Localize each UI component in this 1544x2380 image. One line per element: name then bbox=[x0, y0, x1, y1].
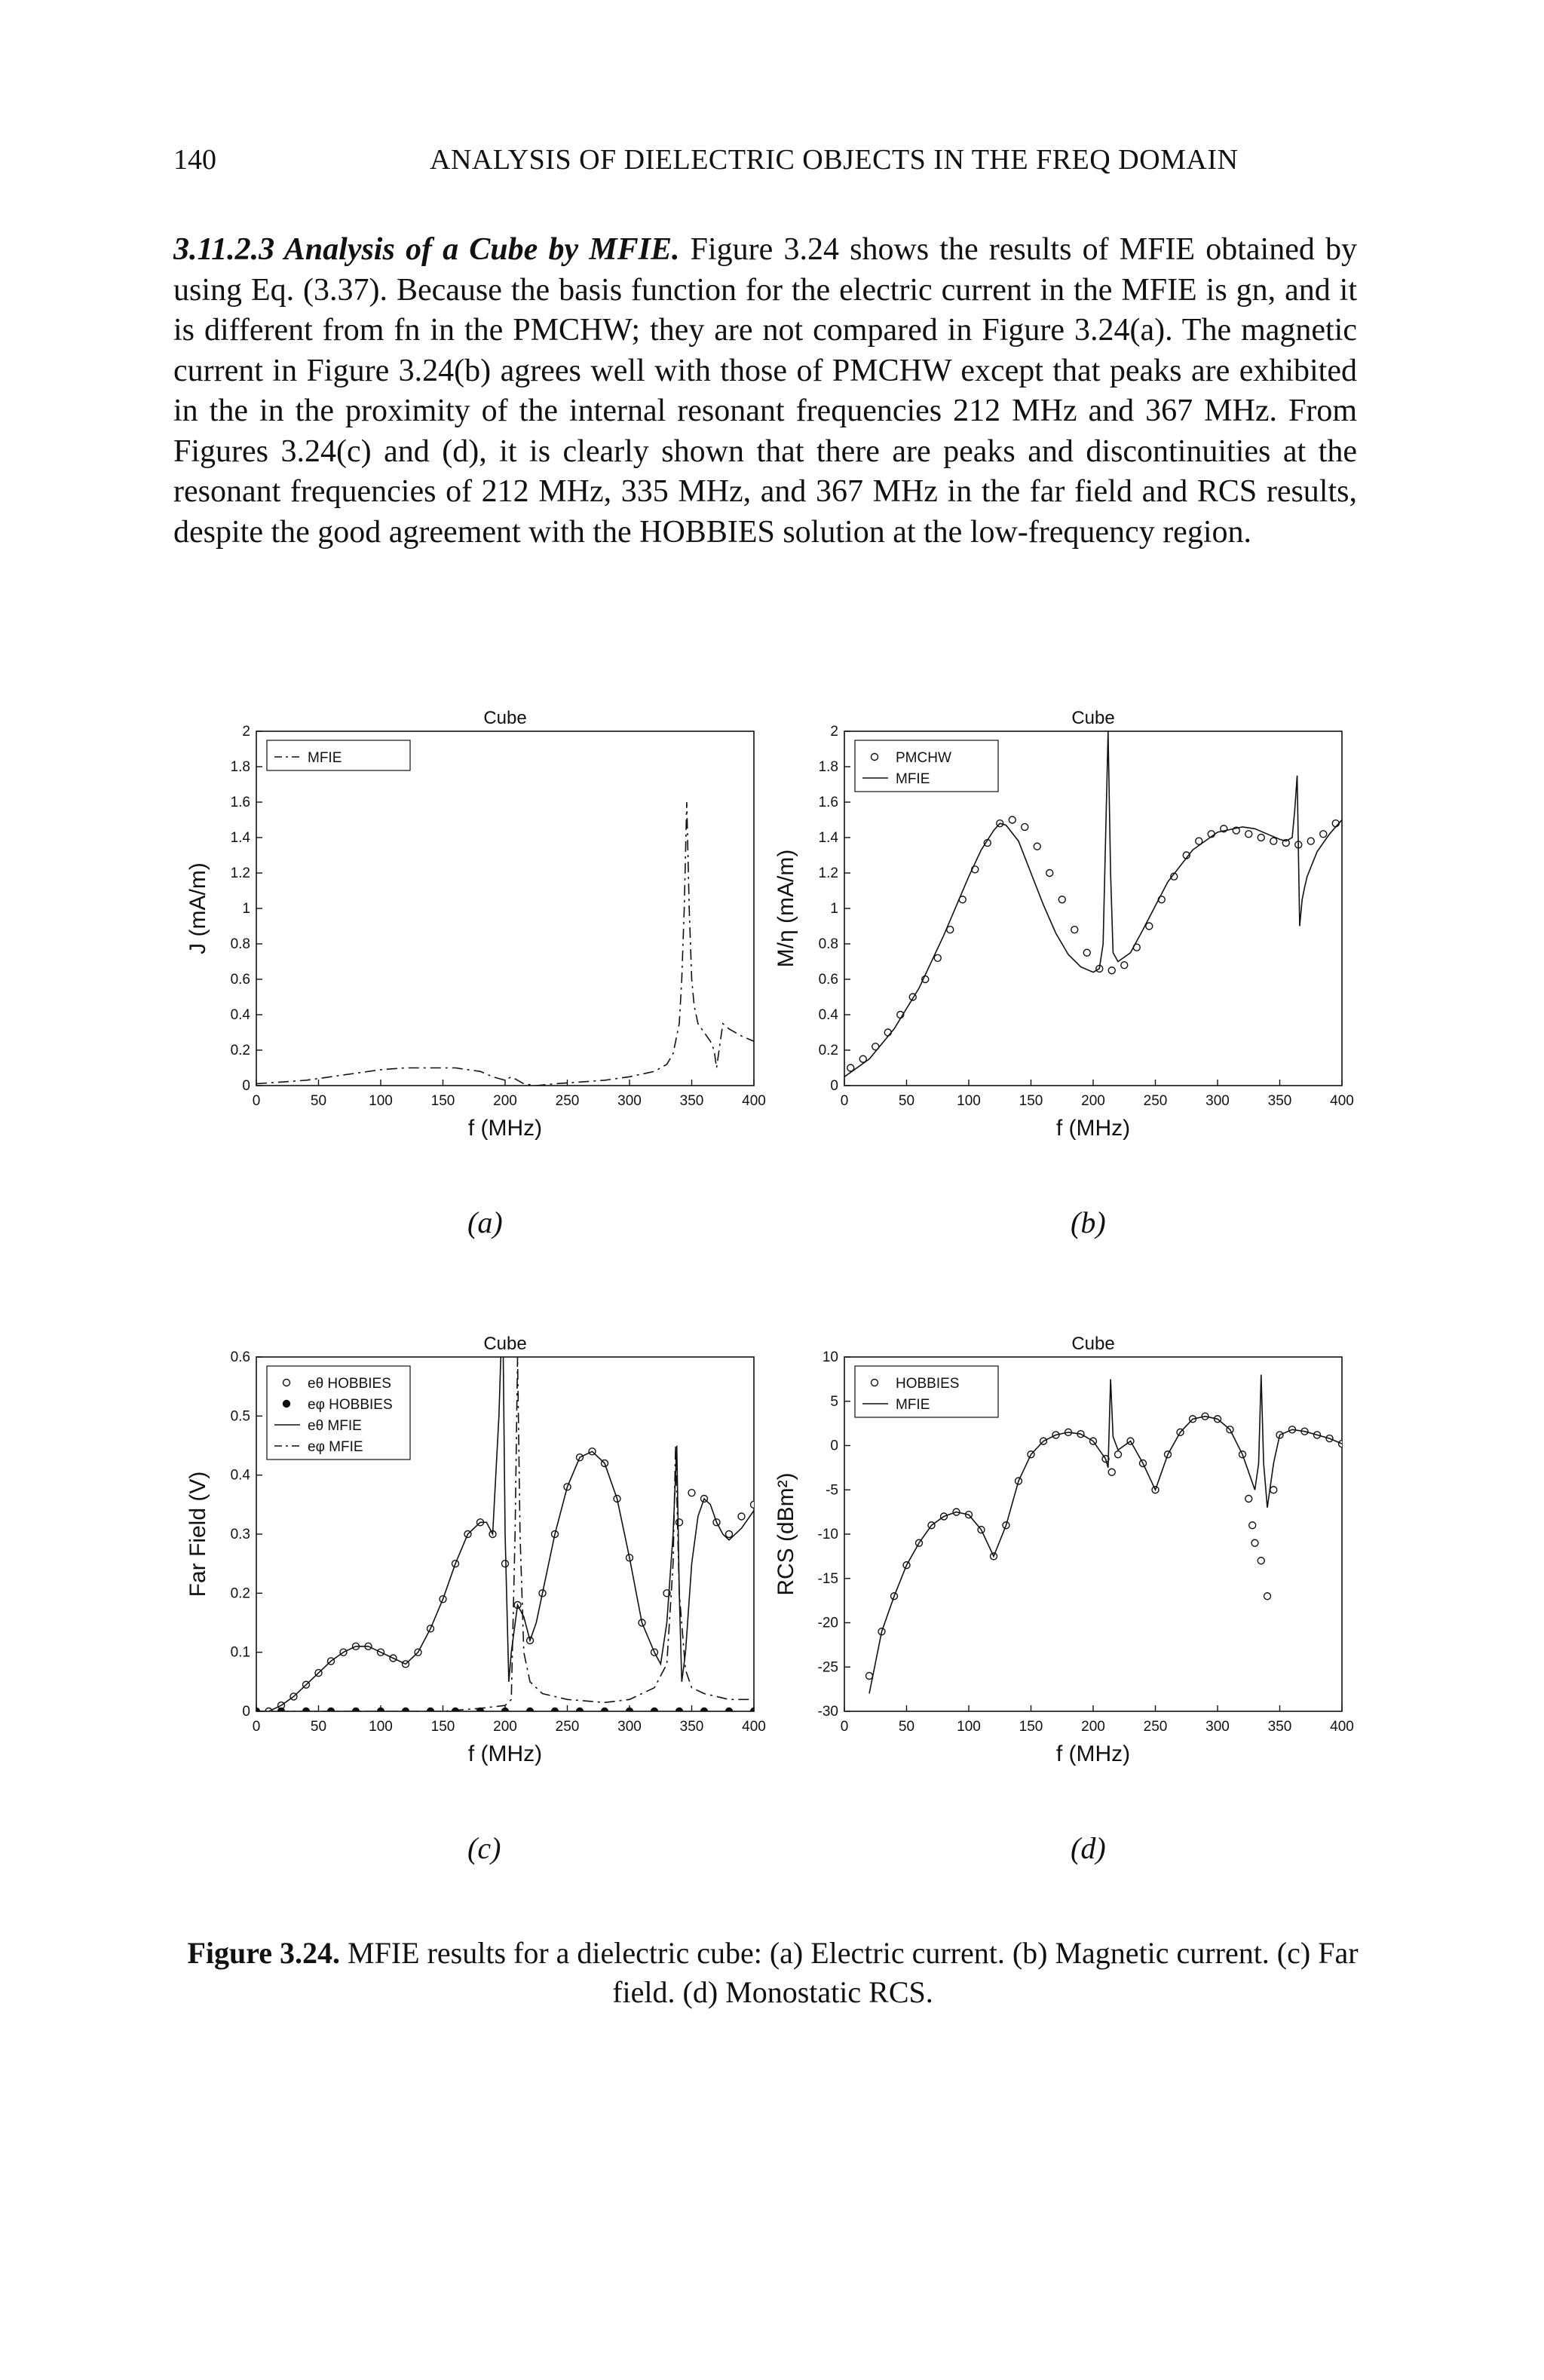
y-tick-label: 2 bbox=[242, 724, 250, 740]
figure-label: Figure 3.24. bbox=[187, 1936, 341, 1970]
series-point bbox=[1083, 949, 1090, 956]
legend-label: MFIE bbox=[896, 1397, 930, 1413]
legend-label: MFIE bbox=[308, 750, 342, 766]
series-point bbox=[751, 1708, 758, 1715]
chart-b bbox=[761, 701, 1365, 1169]
x-tick-label: 250 bbox=[555, 1719, 580, 1735]
y-tick-label: -30 bbox=[817, 1704, 838, 1720]
x-tick-label: 150 bbox=[430, 1719, 455, 1735]
x-tick-label: 50 bbox=[310, 1719, 327, 1735]
y-tick-label: -5 bbox=[826, 1482, 838, 1499]
series-point bbox=[1320, 831, 1327, 838]
plot-area bbox=[253, 1298, 758, 1715]
x-tick-label: 350 bbox=[679, 1093, 704, 1109]
series-point bbox=[1022, 823, 1028, 830]
legend-label: HOBBIES bbox=[896, 1376, 960, 1392]
series-point bbox=[1258, 1558, 1264, 1564]
chart-a bbox=[173, 701, 777, 1169]
legend-label: MFIE bbox=[896, 771, 930, 787]
y-tick-label: 2 bbox=[830, 724, 838, 740]
y-tick-label: -25 bbox=[817, 1659, 838, 1676]
y-tick-label: -20 bbox=[817, 1615, 838, 1631]
y-tick-label: 0.4 bbox=[230, 1467, 250, 1484]
series-point bbox=[676, 1708, 683, 1715]
figure-caption bbox=[173, 1934, 1372, 2012]
y-tick-label: 0.6 bbox=[230, 1349, 250, 1365]
legend-label: eφ MFIE bbox=[308, 1439, 363, 1455]
y-axis-label: J (mA/m) bbox=[185, 862, 210, 954]
y-tick-label: 0.2 bbox=[230, 1585, 250, 1602]
x-tick-label: 200 bbox=[1081, 1093, 1105, 1109]
plot-area bbox=[866, 1375, 1346, 1694]
x-tick-label: 150 bbox=[1019, 1093, 1043, 1109]
series-point bbox=[502, 1561, 509, 1567]
y-tick-label: 0 bbox=[830, 1078, 838, 1094]
y-tick-label: 1 bbox=[830, 901, 838, 917]
y-tick-label: 1.4 bbox=[818, 830, 838, 846]
y-axis-label: Far Field (V) bbox=[185, 1471, 210, 1597]
chart-panel-b bbox=[761, 701, 1365, 1169]
y-tick-label: 0 bbox=[242, 1078, 250, 1094]
y-tick-label: 1 bbox=[242, 901, 250, 917]
chart-title: Cube bbox=[483, 1334, 527, 1354]
section-body bbox=[173, 230, 1357, 553]
plot-frame bbox=[256, 731, 754, 1086]
series-point bbox=[1046, 870, 1053, 877]
x-tick-label: 50 bbox=[310, 1093, 327, 1109]
y-axis-label: M/η (mA/m) bbox=[774, 849, 798, 968]
chart-panel-a bbox=[173, 701, 777, 1169]
x-tick-label: 300 bbox=[617, 1719, 642, 1735]
y-tick-label: 0.6 bbox=[818, 972, 838, 988]
y-tick-label: 1.6 bbox=[230, 795, 250, 810]
x-tick-label: 100 bbox=[957, 1719, 981, 1735]
x-tick-label: 250 bbox=[1143, 1719, 1168, 1735]
x-tick-label: 250 bbox=[1143, 1093, 1168, 1109]
series-point bbox=[1108, 1469, 1115, 1475]
series-point bbox=[626, 1708, 633, 1715]
y-tick-label: 0 bbox=[830, 1438, 838, 1454]
series-point bbox=[884, 1029, 891, 1036]
series-point bbox=[1307, 838, 1314, 844]
series-point bbox=[688, 1490, 695, 1496]
x-tick-label: 350 bbox=[1267, 1719, 1292, 1735]
x-tick-label: 0 bbox=[252, 1093, 261, 1109]
series-point bbox=[1034, 843, 1040, 850]
x-axis-label: f (MHz) bbox=[1055, 1116, 1131, 1141]
x-tick-label: 150 bbox=[430, 1093, 455, 1109]
y-tick-label: 5 bbox=[830, 1393, 838, 1410]
section-heading: 3.11.2.3 Analysis of a Cube by MFIE. bbox=[173, 232, 680, 267]
series-point bbox=[1251, 1539, 1258, 1546]
series-point bbox=[552, 1708, 559, 1715]
y-tick-label: 0.3 bbox=[230, 1527, 250, 1542]
chart-title: Cube bbox=[1071, 708, 1115, 728]
x-tick-label: 50 bbox=[898, 1093, 915, 1109]
x-tick-label: 200 bbox=[493, 1093, 517, 1109]
x-tick-label: 350 bbox=[679, 1719, 704, 1735]
x-tick-label: 300 bbox=[617, 1093, 642, 1109]
series-point bbox=[1121, 962, 1128, 969]
legend-marker bbox=[283, 1401, 290, 1407]
x-tick-label: 250 bbox=[555, 1093, 580, 1109]
legend-label: PMCHW bbox=[896, 750, 951, 766]
series-point bbox=[502, 1708, 509, 1715]
legend-label: eφ HOBBIES bbox=[308, 1397, 393, 1413]
y-tick-label: 0.4 bbox=[818, 1007, 838, 1023]
series-point bbox=[1108, 967, 1115, 974]
series-point bbox=[1270, 838, 1277, 844]
y-tick-label: 0.2 bbox=[230, 1043, 250, 1058]
chart-c bbox=[173, 1327, 777, 1794]
y-tick-label: 10 bbox=[822, 1349, 838, 1365]
x-tick-label: 200 bbox=[1081, 1719, 1105, 1735]
plot-area bbox=[256, 802, 754, 1086]
series-point bbox=[726, 1531, 733, 1538]
y-tick-label: 1.4 bbox=[230, 830, 250, 846]
x-tick-label: 350 bbox=[1267, 1093, 1292, 1109]
x-tick-label: 400 bbox=[1330, 1719, 1354, 1735]
x-axis-label: f (MHz) bbox=[467, 1116, 543, 1141]
chart-panel-d bbox=[761, 1327, 1365, 1794]
x-tick-label: 0 bbox=[252, 1719, 261, 1735]
x-tick-label: 300 bbox=[1205, 1719, 1230, 1735]
running-title: ANALYSIS OF DIELECTRIC OBJECTS IN THE FREQ DOMAIN bbox=[430, 144, 1239, 176]
y-tick-label: 1.6 bbox=[818, 795, 838, 810]
section-paragraph bbox=[173, 230, 1357, 553]
series-point bbox=[1258, 835, 1264, 841]
y-tick-label: 0.6 bbox=[230, 972, 250, 988]
x-tick-label: 200 bbox=[493, 1719, 517, 1735]
y-tick-label: 0.4 bbox=[230, 1007, 250, 1023]
x-tick-label: 400 bbox=[742, 1093, 766, 1109]
x-tick-label: 300 bbox=[1205, 1093, 1230, 1109]
series-point bbox=[701, 1708, 708, 1715]
series-point bbox=[1058, 896, 1065, 903]
series-point bbox=[1245, 831, 1252, 838]
y-tick-label: 0.2 bbox=[818, 1043, 838, 1058]
legend-label: eθ HOBBIES bbox=[308, 1376, 391, 1392]
x-tick-label: 0 bbox=[840, 1093, 849, 1109]
chart-title: Cube bbox=[1071, 1334, 1115, 1354]
x-tick-label: 400 bbox=[742, 1719, 766, 1735]
x-tick-label: 50 bbox=[898, 1719, 915, 1735]
legend-label: eθ MFIE bbox=[308, 1418, 362, 1434]
series-point bbox=[1146, 923, 1153, 930]
panel-label-d: (d) bbox=[1071, 1831, 1106, 1865]
y-tick-label: 0.8 bbox=[230, 936, 250, 952]
x-axis-label: f (MHz) bbox=[1055, 1741, 1131, 1766]
series-point bbox=[751, 1501, 758, 1508]
panel-label-a: (a) bbox=[467, 1205, 503, 1239]
legend-marker bbox=[872, 754, 878, 761]
x-tick-label: 400 bbox=[1330, 1093, 1354, 1109]
series-point bbox=[1249, 1522, 1256, 1529]
page-number: 140 bbox=[173, 144, 216, 176]
series-point bbox=[1245, 1496, 1252, 1502]
chart-panel-c bbox=[173, 1327, 777, 1794]
y-tick-label: 1.8 bbox=[818, 759, 838, 775]
series-point bbox=[1264, 1593, 1271, 1600]
y-tick-label: 0.1 bbox=[230, 1644, 250, 1661]
y-tick-label: 1.8 bbox=[230, 759, 250, 775]
x-tick-label: 100 bbox=[369, 1093, 393, 1109]
series-point bbox=[1339, 1441, 1346, 1447]
series-point bbox=[738, 1513, 745, 1520]
y-tick-label: 1.2 bbox=[230, 865, 250, 881]
x-tick-label: 100 bbox=[369, 1719, 393, 1735]
running-head bbox=[0, 143, 1544, 181]
y-tick-label: -10 bbox=[817, 1527, 838, 1542]
series-point bbox=[1071, 927, 1078, 933]
x-tick-label: 150 bbox=[1019, 1719, 1043, 1735]
x-axis-label: f (MHz) bbox=[467, 1741, 543, 1766]
series-line bbox=[869, 1375, 1342, 1694]
y-tick-label: 0.8 bbox=[818, 936, 838, 952]
x-tick-label: 0 bbox=[840, 1719, 849, 1735]
series-point bbox=[726, 1708, 733, 1715]
figure-caption-text: MFIE results for a dielectric cube: (a) Electric current. (b) Magnetic current. (c) Far field. (d) Monostatic RCS. bbox=[348, 1936, 1359, 2009]
series-point bbox=[1115, 1451, 1122, 1458]
y-axis-label: RCS (dBm²) bbox=[774, 1472, 798, 1596]
series-point bbox=[452, 1708, 459, 1715]
series-point bbox=[602, 1708, 608, 1715]
chart-d bbox=[761, 1327, 1365, 1794]
series-point bbox=[577, 1708, 584, 1715]
series-point bbox=[866, 1673, 873, 1680]
chart-title: Cube bbox=[483, 708, 527, 728]
legend-marker bbox=[872, 1380, 878, 1386]
series-point bbox=[1009, 816, 1016, 823]
x-tick-label: 100 bbox=[957, 1093, 981, 1109]
series-point bbox=[651, 1708, 658, 1715]
panel-label-b: (b) bbox=[1071, 1205, 1106, 1239]
y-tick-label: 0.5 bbox=[230, 1408, 250, 1425]
series-point bbox=[934, 954, 941, 961]
panel-label-c: (c) bbox=[467, 1831, 501, 1865]
y-tick-label: 1.2 bbox=[818, 865, 838, 881]
y-tick-label: 0 bbox=[242, 1704, 250, 1720]
legend-marker bbox=[283, 1380, 290, 1386]
series-point bbox=[527, 1708, 534, 1715]
series-point bbox=[1270, 1487, 1277, 1493]
series-line bbox=[256, 1298, 754, 1711]
section-text: Figure 3.24 shows the results of MFIE obtained by using Eq. (3.37). Because the basis function for the electric current in the MFIE is gn, and it is different from fn in the PMCHW; they are not compared in Figure 3.24(a). The magnetic current in Figure 3.24(b) agrees well with those of PMCHW except that peaks are exhibited in the in the proximity of the internal resonant frequencies 212 MHz and 367 MHz. From Figures 3.24(c) and (d), it is clearly shown that there are peaks and discontinuities at the resonant frequencies of 212 MHz, 335 MHz, and 367 MHz in the far field and RCS results, despite the good agreement with the HOBBIES solution at the low-frequency region. bbox=[173, 232, 1358, 550]
series-line bbox=[256, 802, 754, 1086]
y-tick-label: -15 bbox=[817, 1570, 838, 1587]
